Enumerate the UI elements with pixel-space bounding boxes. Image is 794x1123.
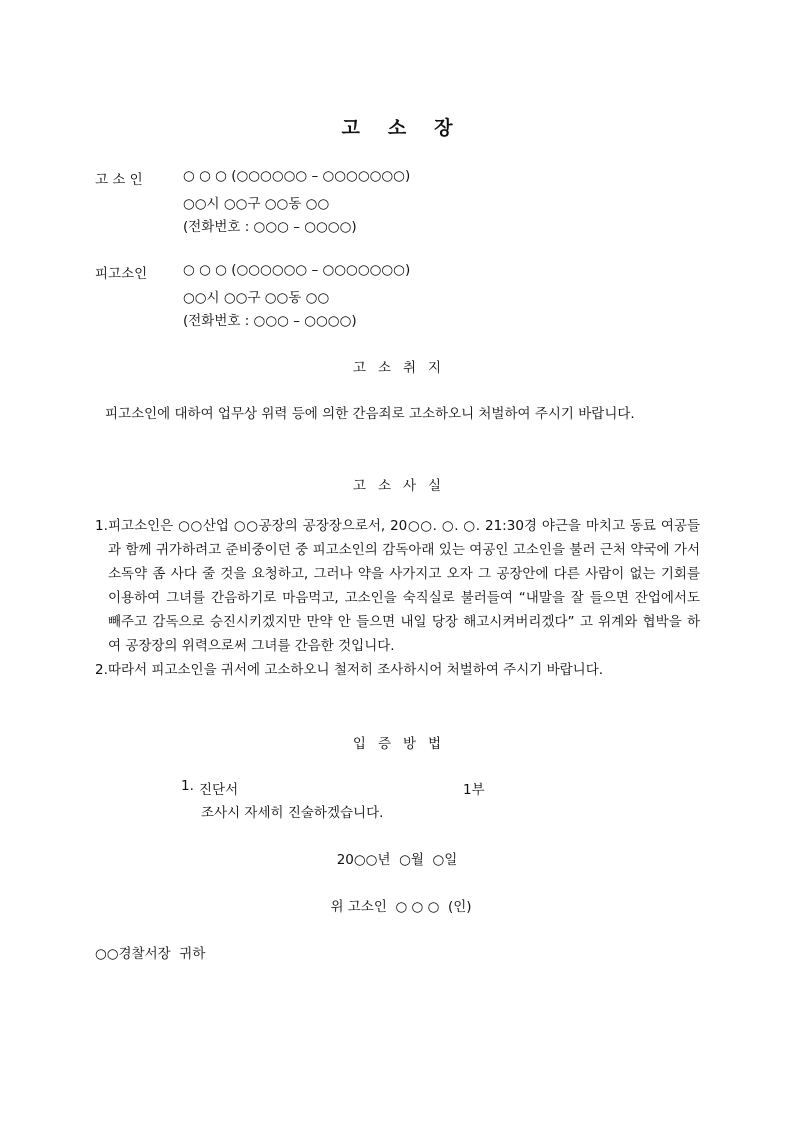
complainant-label: 고 소 인	[95, 172, 143, 188]
item-text: 따라서 피고소인을 귀서에 고소하오니 철저히 조사하시어 처벌하여 주시기 바랍니다.	[108, 662, 604, 678]
purpose-paragraph	[95, 402, 700, 426]
heading-char: 입	[352, 736, 366, 752]
heading-char: 법	[428, 736, 442, 752]
heading-char: 실	[428, 478, 442, 494]
heading-char: 지	[428, 360, 442, 376]
evidence-name: 진단서	[199, 782, 239, 798]
complainant-address: ○○시 ○○구 ○○동 ○○	[183, 196, 330, 212]
heading-char: 사	[403, 478, 417, 494]
heading-char: 증	[377, 736, 391, 752]
heading-char: 취	[403, 360, 417, 376]
heading-char: 방	[403, 736, 417, 752]
defendant-address: ○○시 ○○구 ○○동 ○○	[183, 290, 330, 306]
complainant-name-id: ○ ○ ○ (○○○○○○ – ○○○○○○○)	[183, 168, 411, 184]
item-number: 2.	[95, 662, 108, 678]
title-char: 장	[434, 117, 453, 139]
title-char: 소	[387, 117, 407, 139]
defendant-name-id: ○ ○ ○ (○○○○○○ – ○○○○○○○)	[183, 262, 411, 278]
title-char: 고	[341, 117, 360, 139]
item-number: 1.	[95, 518, 108, 534]
heading-char: 고	[352, 478, 366, 494]
heading-char: 고	[352, 360, 366, 376]
evidence-note: 조사시 자세히 진술하겠습니다.	[201, 805, 384, 821]
facts-item	[95, 514, 700, 658]
heading-char: 소	[377, 478, 391, 494]
facts-item	[95, 658, 700, 682]
heading-char: 소	[377, 360, 391, 376]
evidence-count: 1부	[463, 782, 485, 798]
purpose-text: 피고소인에 대하여 업무상 위력 등에 의한 간음죄로 고소하오니 처벌하여 주시기 바랍니다.	[105, 406, 635, 422]
facts-list	[95, 514, 700, 682]
document-title	[0, 113, 794, 140]
evidence-heading	[0, 732, 794, 752]
defendant-label: 피고소인	[95, 266, 148, 282]
addressee: ○○경찰서장 귀하	[95, 946, 206, 962]
facts-heading	[0, 474, 794, 494]
complainant-phone: (전화번호 : ○○○ – ○○○○)	[183, 219, 357, 235]
purpose-heading	[0, 356, 794, 376]
evidence-number: 1.	[181, 778, 194, 794]
item-text: 피고소인은 ○○산업 ○○공장의 공장장으로서, 20○○. ○. ○. 21:30경 야근을 마치고 동료 여공들과 함께 귀가하려고 준비중이던 중 피고소인의 감독아래 있는 여공인 고소인을 불러 근처 약국에 가서 소독약 좀 사다 줄 것을 요청하고, 그러나 약을 사가지고 오자 그 공장안에 다른 사람이 없는 기회를 이용하여 그녀를 간음하기로 마음먹고, 고소인을 숙직실로 불러들여 “내말을 잘 들으면 잔업에서도 빼주고 감독으로 승진시키겠지만 만약 안 들으면 내일 당장 해고시켜버리겠다” 고 위계와 협박을 하여 공장장의 위력으로써 그녀를 간음한 것입니다.	[108, 518, 700, 654]
signature-line: 위 고소인 ○ ○ ○ (인)	[330, 899, 472, 915]
filing-date: 20○○년 ○월 ○일	[336, 852, 458, 868]
defendant-phone: (전화번호 : ○○○ – ○○○○)	[183, 313, 357, 329]
